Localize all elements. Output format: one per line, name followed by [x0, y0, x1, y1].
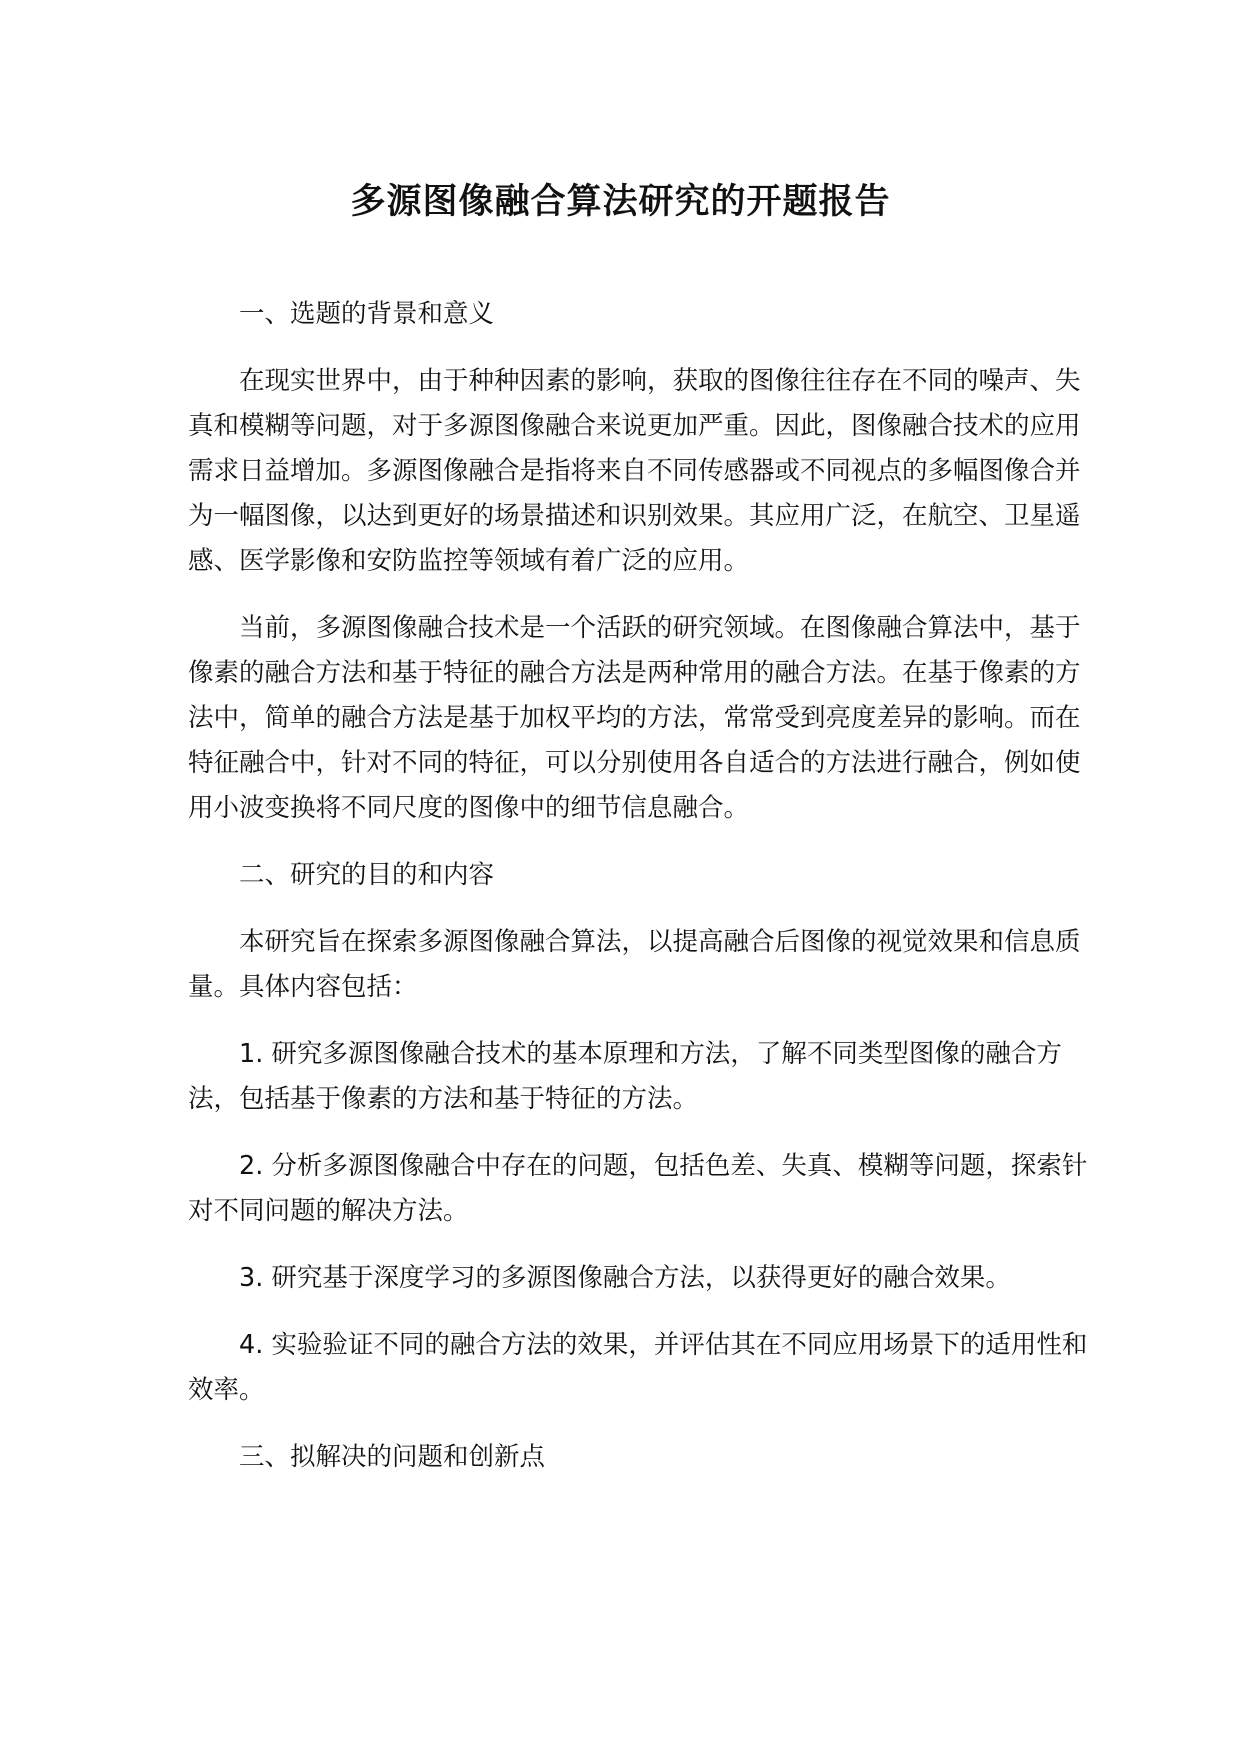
- paragraph: 本研究旨在探索多源图像融合算法，以提高融合后图像的视觉效果和信息质量。具体内容包括：: [188, 927, 1081, 1002]
- paragraph: 在现实世界中，由于种种因素的影响，获取的图像往往存在不同的噪声、失真和模糊等问题，对于多源图像融合来说更加严重。因此，图像融合技术的应用需求日益增加。多源图像融合是指将来自不同传感器或不同视点的多幅图像合并为一幅图像，以达到更好的场景描述和识别效果。其应用广泛，在航空、卫星遥感、医学影像和安防监控等领域有着广泛的应用。: [188, 366, 1081, 576]
- list-item: 4. 实验验证不同的融合方法的效果，并评估其在不同应用场景下的适用性和效率。: [188, 1330, 1088, 1405]
- section-heading-purpose: 二、研究的目的和内容: [239, 860, 495, 890]
- section-heading-background: 一、选题的背景和意义: [239, 299, 495, 329]
- list-item: 1. 研究多源图像融合技术的基本原理和方法，了解不同类型图像的融合方法，包括基于像素的方法和基于特征的方法。: [188, 1039, 1062, 1114]
- list-item: 3. 研究基于深度学习的多源图像融合方法，以获得更好的融合效果。: [239, 1263, 1011, 1293]
- document-body: [188, 292, 1088, 1480]
- section-heading-problems: 三、拟解决的问题和创新点: [239, 1442, 546, 1472]
- list-item: 2. 分析多源图像融合中存在的问题，包括色差、失真、模糊等问题，探索针对不同问题的解决方法。: [188, 1151, 1088, 1226]
- paragraph: 当前，多源图像融合技术是一个活跃的研究领域。在图像融合算法中，基于像素的融合方法和基于特征的融合方法是两种常用的融合方法。在基于像素的方法中，简单的融合方法是基于加权平均的方法，常常受到亮度差异的影响。而在特征融合中，针对不同的特征，可以分别使用各自适合的方法进行融合，例如使用小波变换将不同尺度的图像中的细节信息融合。: [188, 613, 1081, 823]
- document-title: 多源图像融合算法研究的开题报告: [350, 182, 891, 222]
